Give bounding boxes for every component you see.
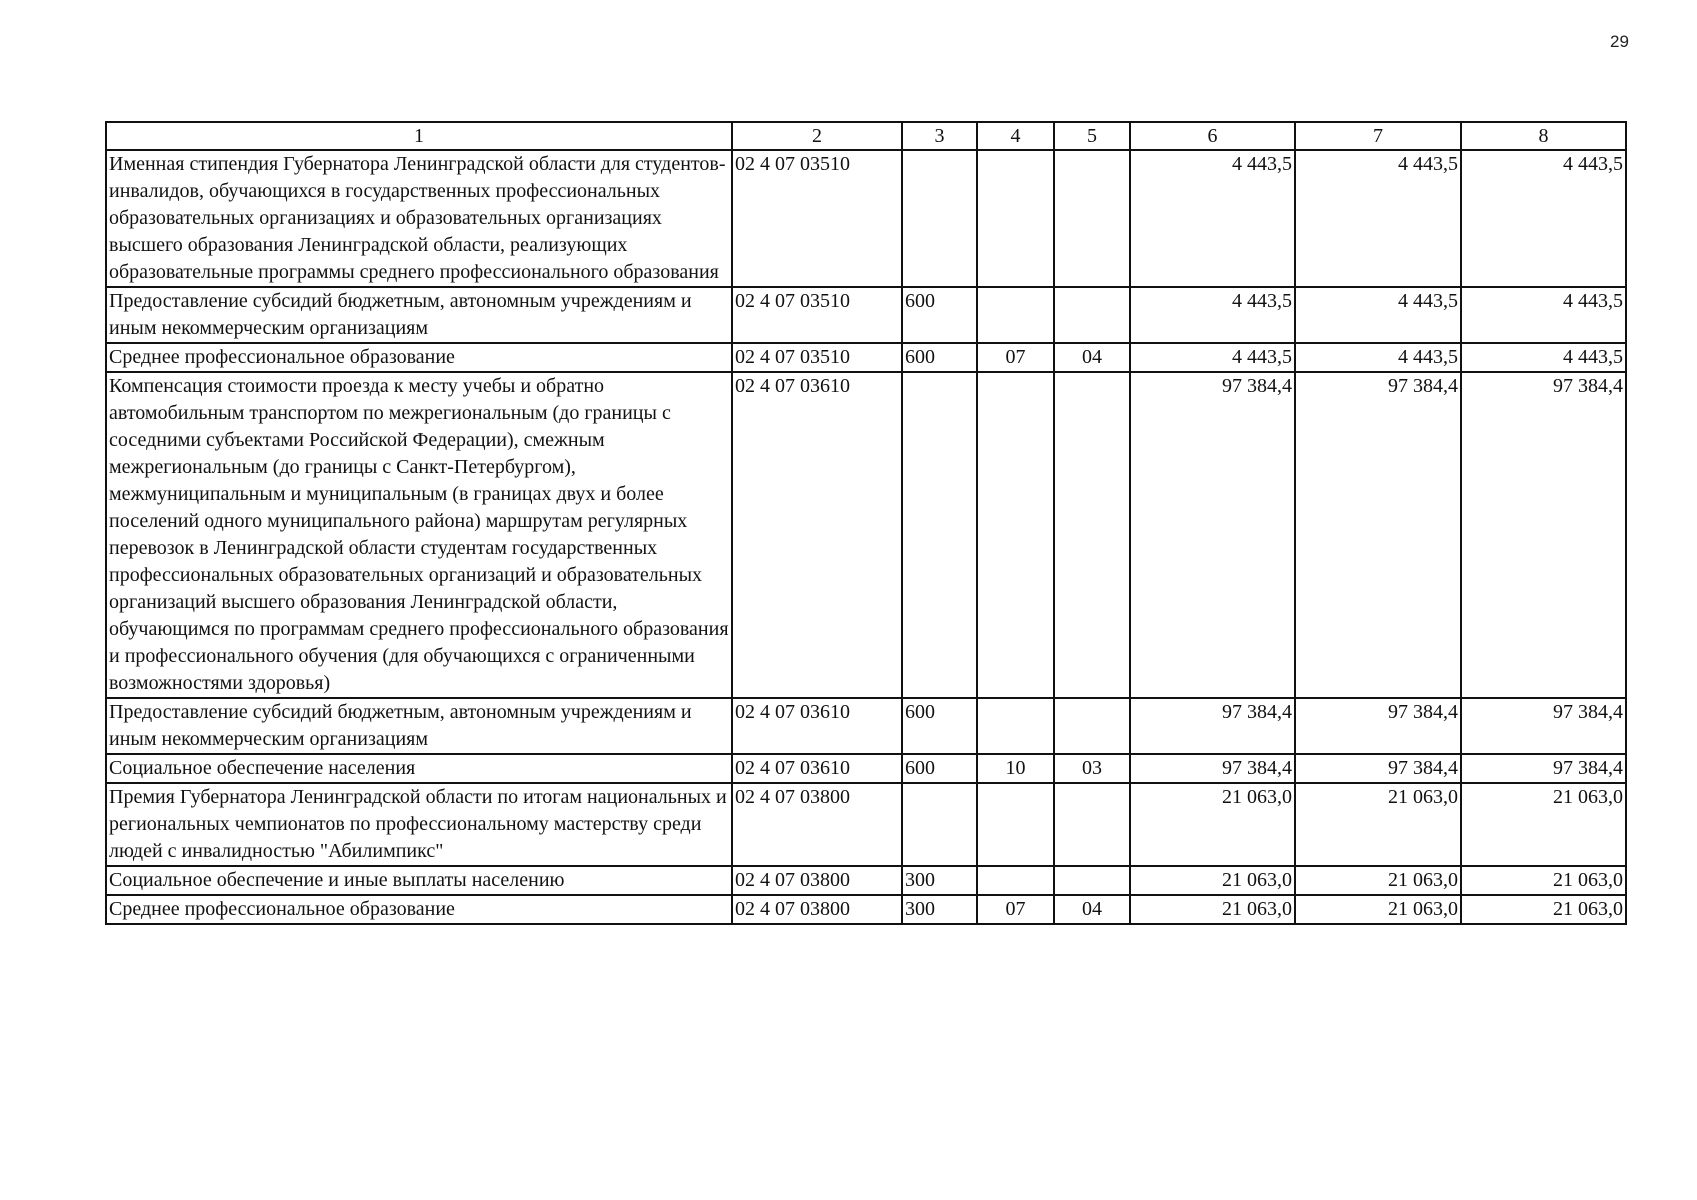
column-header: 3: [902, 122, 977, 150]
row-col8-cell: 4 443,5: [1461, 287, 1626, 343]
row-col8-cell: 4 443,5: [1461, 150, 1626, 287]
row-col4-cell: 10: [977, 754, 1054, 783]
row-col8-cell: 21 063,0: [1461, 895, 1626, 924]
row-code-cell: 02 4 07 03610: [732, 698, 902, 754]
row-col7-cell: 97 384,4: [1295, 698, 1461, 754]
row-col3-cell: 600: [902, 698, 977, 754]
column-header: 6: [1130, 122, 1295, 150]
row-name-cell: Социальное обеспечение населения: [106, 754, 732, 783]
row-col5-cell: [1054, 783, 1130, 866]
row-col3-cell: 600: [902, 754, 977, 783]
row-code-cell: 02 4 07 03800: [732, 783, 902, 866]
page-number: 29: [1610, 32, 1629, 51]
row-col7-cell: 21 063,0: [1295, 895, 1461, 924]
row-code-cell: 02 4 07 03510: [732, 287, 902, 343]
column-header: 5: [1054, 122, 1130, 150]
row-col6-cell: 4 443,5: [1130, 150, 1295, 287]
row-col4-cell: 07: [977, 343, 1054, 372]
row-col8-cell: 21 063,0: [1461, 866, 1626, 895]
row-col6-cell: 97 384,4: [1130, 698, 1295, 754]
row-col3-cell: 600: [902, 287, 977, 343]
table-row: [106, 866, 1626, 895]
row-name-cell: Премия Губернатора Ленинградской области по итогам национальных и региональных чемпионатов по профессиональному мастерству среди людей с инвалидностью "Абилимпикс": [106, 783, 732, 866]
row-code-cell: 02 4 07 03800: [732, 866, 902, 895]
row-col5-cell: 04: [1054, 343, 1130, 372]
row-col3-cell: [902, 150, 977, 287]
row-col7-cell: 21 063,0: [1295, 783, 1461, 866]
row-col8-cell: 97 384,4: [1461, 698, 1626, 754]
table-row: [106, 895, 1626, 924]
row-code-cell: 02 4 07 03610: [732, 754, 902, 783]
column-header: 8: [1461, 122, 1626, 150]
row-col5-cell: [1054, 698, 1130, 754]
column-header: 7: [1295, 122, 1461, 150]
row-code-cell: 02 4 07 03510: [732, 343, 902, 372]
header-row: [106, 122, 1626, 150]
row-name-cell: Среднее профессиональное образование: [106, 343, 732, 372]
row-col6-cell: 4 443,5: [1130, 343, 1295, 372]
row-col4-cell: [977, 698, 1054, 754]
row-col5-cell: [1054, 372, 1130, 698]
row-col7-cell: 4 443,5: [1295, 343, 1461, 372]
table-row: [106, 150, 1626, 287]
row-name-cell: Предоставление субсидий бюджетным, автономным учреждениям и иным некоммерческим организациям: [106, 698, 732, 754]
row-col3-cell: [902, 372, 977, 698]
row-col6-cell: 21 063,0: [1130, 783, 1295, 866]
row-col4-cell: [977, 287, 1054, 343]
row-name-cell: Именная стипендия Губернатора Ленинградской области для студентов-инвалидов, обучающихся в государственных профессиональных образовательных организациях и образовательных организациях высшего образования Ленинградской области, реализующих образовательные программы среднего профессионального образования: [106, 150, 732, 287]
row-col7-cell: 21 063,0: [1295, 866, 1461, 895]
row-col5-cell: 04: [1054, 895, 1130, 924]
row-col8-cell: 97 384,4: [1461, 754, 1626, 783]
row-name-cell: Социальное обеспечение и иные выплаты населению: [106, 866, 732, 895]
row-code-cell: 02 4 07 03610: [732, 372, 902, 698]
column-header: 1: [106, 122, 732, 150]
row-col8-cell: 4 443,5: [1461, 343, 1626, 372]
row-col5-cell: [1054, 150, 1130, 287]
row-col4-cell: [977, 372, 1054, 698]
row-col7-cell: 97 384,4: [1295, 754, 1461, 783]
row-code-cell: 02 4 07 03800: [732, 895, 902, 924]
column-header: 2: [732, 122, 902, 150]
row-col7-cell: 4 443,5: [1295, 287, 1461, 343]
table-row: [106, 783, 1626, 866]
row-col4-cell: [977, 150, 1054, 287]
table-row: [106, 372, 1626, 698]
row-col5-cell: [1054, 287, 1130, 343]
row-col5-cell: 03: [1054, 754, 1130, 783]
row-col6-cell: 4 443,5: [1130, 287, 1295, 343]
row-col3-cell: 600: [902, 343, 977, 372]
row-col6-cell: 97 384,4: [1130, 372, 1295, 698]
row-col3-cell: 300: [902, 895, 977, 924]
row-col4-cell: 07: [977, 895, 1054, 924]
row-col5-cell: [1054, 866, 1130, 895]
row-code-cell: 02 4 07 03510: [732, 150, 902, 287]
row-col6-cell: 21 063,0: [1130, 866, 1295, 895]
row-name-cell: Компенсация стоимости проезда к месту учебы и обратно автомобильным транспортом по межрегиональным (до границы с соседними субъектами Российской Федерации), смежным межрегиональным (до границы с Санкт-Петербургом), межмуниципальным и муниципальным (в границах двух и более поселений одного муниципального района) маршрутам регулярных перевозок в Ленинградской области студентам государственных профессиональных образовательных организаций и образовательных организаций высшего образования Ленинградской области, обучающимся по программам среднего профессионального образования и профессионального обучения (для обучающихся с ограниченными возможностями здоровья): [106, 372, 732, 698]
row-col3-cell: 300: [902, 866, 977, 895]
row-col8-cell: 97 384,4: [1461, 372, 1626, 698]
row-col4-cell: [977, 866, 1054, 895]
row-col6-cell: 97 384,4: [1130, 754, 1295, 783]
row-col3-cell: [902, 783, 977, 866]
table-row: [106, 287, 1626, 343]
budget-table: [105, 121, 1627, 925]
table-row: [106, 343, 1626, 372]
table-row: [106, 698, 1626, 754]
row-col7-cell: 4 443,5: [1295, 150, 1461, 287]
row-name-cell: Предоставление субсидий бюджетным, автономным учреждениям и иным некоммерческим организациям: [106, 287, 732, 343]
column-header: 4: [977, 122, 1054, 150]
row-col4-cell: [977, 783, 1054, 866]
row-name-cell: Среднее профессиональное образование: [106, 895, 732, 924]
row-col7-cell: 97 384,4: [1295, 372, 1461, 698]
row-col8-cell: 21 063,0: [1461, 783, 1626, 866]
table-row: [106, 754, 1626, 783]
row-col6-cell: 21 063,0: [1130, 895, 1295, 924]
